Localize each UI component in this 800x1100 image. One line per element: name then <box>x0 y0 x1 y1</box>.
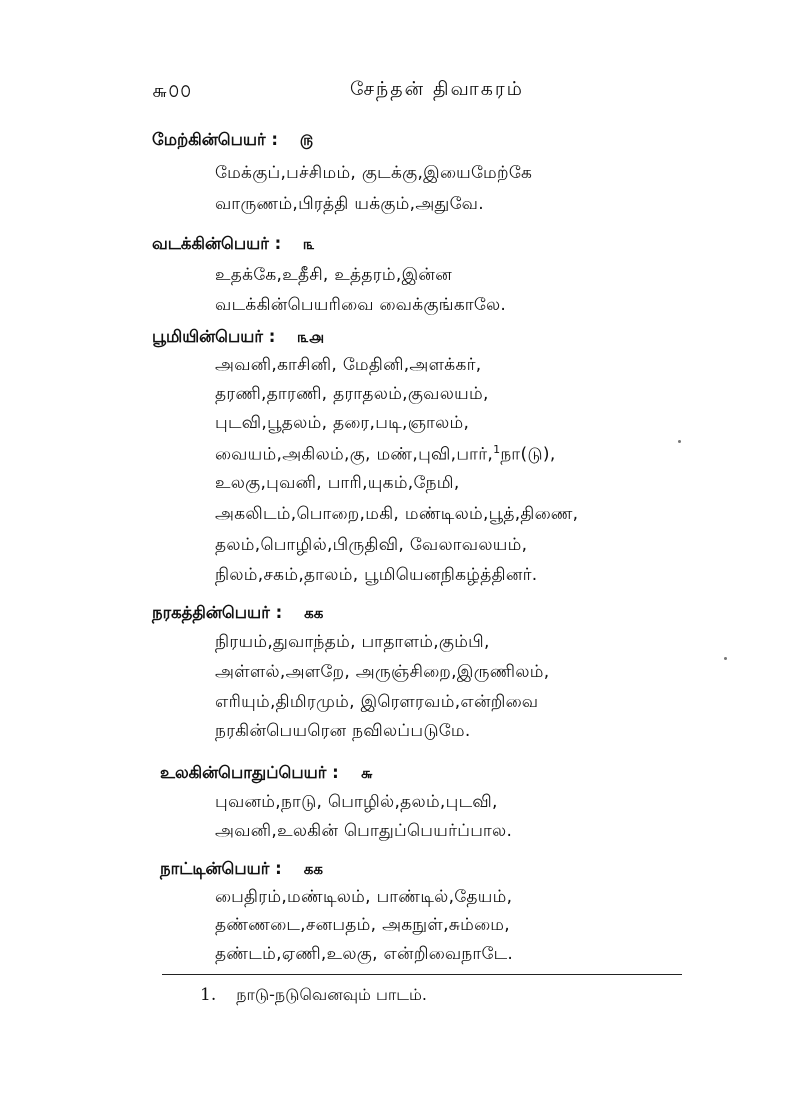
verse-line: பைதிரம்,மண்டிலம், பாண்டில்,தேயம், <box>215 887 513 907</box>
heading-text: வடக்கின்பெயர் : <box>152 234 282 253</box>
verse-count: ௩௮ <box>297 328 324 346</box>
verse-line: வாருணம்,பிரத்தி யக்கும்,அதுவே. <box>215 194 484 214</box>
verse-line: நரகின்பெயரென நவிலப்படுமே. <box>215 721 471 741</box>
page-header <box>0 72 800 112</box>
section-heading <box>152 130 313 152</box>
page-number: ௬௦௦ <box>152 80 193 102</box>
verse-line: அவனி,காசினி, மேதினி,அளக்கர், <box>215 355 482 375</box>
verse-line: அவனி,உலகின் பொதுப்பெயர்ப்பால. <box>215 821 513 841</box>
verse-line: புவனம்,நாடு, பொழில்,தலம்,புடவி, <box>215 792 498 812</box>
footnote <box>200 985 427 1006</box>
section-heading <box>152 327 324 349</box>
footnote-divider <box>162 974 682 975</box>
verse-line: வடக்கின்பெயரிவை வைக்குங்காலே. <box>215 295 507 315</box>
verse-line <box>215 443 556 467</box>
footnote-text: நாடு-நடுவெனவும் பாடம். <box>236 985 427 1004</box>
verse-count: ௫ <box>299 131 314 149</box>
verse-line: அள்ளல்,அளறே, அருஞ்சிறை,இருணிலம், <box>215 662 550 682</box>
verse-count: ௩ <box>303 235 315 253</box>
verse-line: உலகு,புவனி, பாரி,யுகம்,நேமி, <box>215 473 460 493</box>
running-title: சேந்தன் திவாகரம் <box>350 78 524 100</box>
heading-text: நரகத்தின்பெயர் : <box>152 603 283 622</box>
verse-line: தண்டம்,ஏணி,உலகு, என்றிவைநாடே. <box>215 944 514 964</box>
verse-count: கக <box>304 604 324 622</box>
section-heading <box>160 859 323 881</box>
heading-text: உலகின்பொதுப்பெயர் : <box>160 763 339 782</box>
verse-line: மேக்குப்,பச்சிமம், குடக்கு,இயைமேற்கே <box>215 163 533 183</box>
verse-line: புடவி,பூதலம், தரை,படி,ஞாலம், <box>215 413 470 433</box>
section-heading <box>152 603 323 625</box>
verse-line: நிலம்,சகம்,தாலம், பூமியெனநிகழ்த்தினர். <box>215 565 538 585</box>
heading-text: நாட்டின்பெயர் : <box>160 859 282 878</box>
footnote-marker: 1. <box>200 985 217 1005</box>
verse-line: எரியும்,திமிரமும், இரௌரவம்,என்றிவை <box>215 692 539 712</box>
verse-line: தரணி,தாரணி, தராதலம்,குவலயம், <box>215 384 489 404</box>
heading-text: மேற்கின்பெயர் : <box>152 130 278 149</box>
verse-line-tail: நா(டு), <box>500 444 556 465</box>
print-speck <box>724 657 727 660</box>
section-heading <box>152 234 315 256</box>
footnote-ref: 1 <box>493 443 501 456</box>
verse-count: ௬ <box>360 764 373 782</box>
verse-line: அகலிடம்,பொறை,மகி, மண்டிலம்,பூத்,திணை, <box>215 504 579 524</box>
verse-line: தண்ணடை,சனபதம், அகநுள்,சும்மை, <box>215 915 510 935</box>
verse-line: தலம்,பொழில்,பிருதிவி, வேலாவலயம், <box>215 535 528 555</box>
print-speck <box>678 440 681 443</box>
verse-count: கக <box>303 860 323 878</box>
verse-line: நிரயம்,துவாந்தம், பாதாளம்,கும்பி, <box>215 632 490 652</box>
verse-line: உதக்கே,உதீசி, உத்தரம்,இன்ன <box>215 265 452 285</box>
heading-text: பூமியின்பெயர் : <box>152 327 276 346</box>
section-heading <box>160 763 373 785</box>
verse-line-text: வையம்,அகிலம்,கு, மண்,புவி,பார், <box>215 444 494 465</box>
